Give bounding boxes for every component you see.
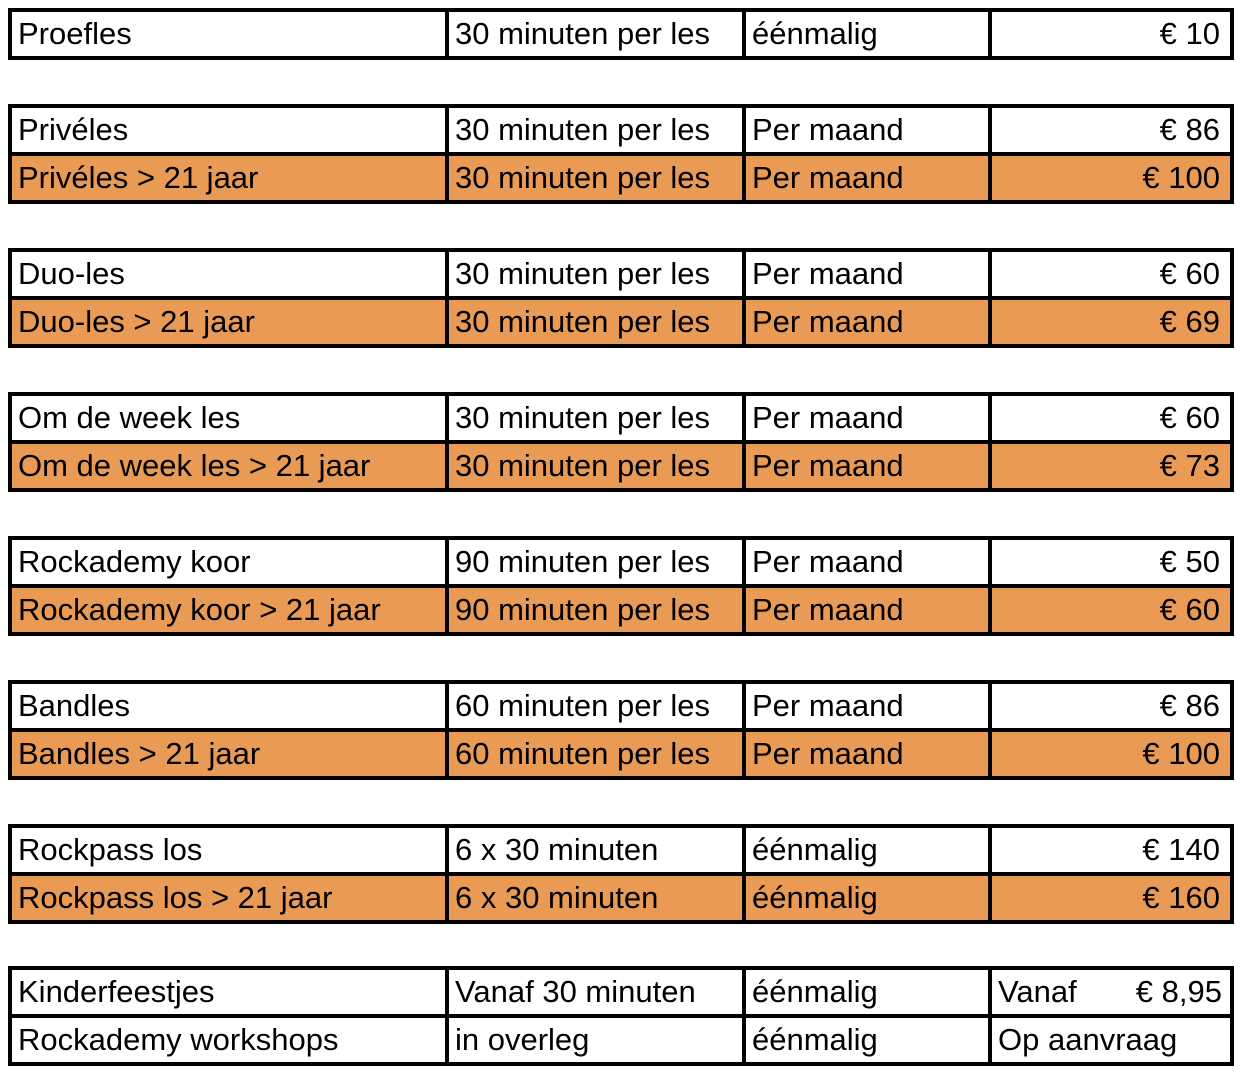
duration-cell: in overleg bbox=[447, 1016, 744, 1064]
course-name-cell: Kinderfeestjes bbox=[10, 968, 447, 1016]
course-name-cell: Rockademy koor > 21 jaar bbox=[10, 586, 447, 634]
duration-cell: 6 x 30 minuten bbox=[447, 874, 744, 922]
frequency-cell: Per maand bbox=[744, 394, 990, 442]
course-name-cell: Duo-les bbox=[10, 250, 447, 298]
frequency-cell: éénmalig bbox=[744, 968, 990, 1016]
course-name-cell: Bandles bbox=[10, 682, 447, 730]
duration-cell: 30 minuten per les bbox=[447, 298, 744, 346]
duration-cell: 30 minuten per les bbox=[447, 106, 744, 154]
price-cell: € 73 bbox=[990, 442, 1232, 490]
table-row bbox=[10, 442, 1232, 490]
duration-cell: 30 minuten per les bbox=[447, 394, 744, 442]
table-row bbox=[10, 298, 1232, 346]
price-cell: € 60 bbox=[990, 250, 1232, 298]
price-table-group bbox=[8, 392, 1234, 492]
course-name-cell: Privéles > 21 jaar bbox=[10, 154, 447, 202]
course-name-cell: Proefles bbox=[10, 10, 447, 58]
table-row bbox=[10, 10, 1232, 58]
table-row bbox=[10, 826, 1232, 874]
price-cell: € 86 bbox=[990, 682, 1232, 730]
frequency-cell: Per maand bbox=[744, 538, 990, 586]
frequency-cell: Per maand bbox=[744, 442, 990, 490]
course-name-cell: Rockademy workshops bbox=[10, 1016, 447, 1064]
frequency-cell: Per maand bbox=[744, 730, 990, 778]
price-cell: € 60 bbox=[990, 394, 1232, 442]
duration-cell: 60 minuten per les bbox=[447, 682, 744, 730]
course-name-cell: Duo-les > 21 jaar bbox=[10, 298, 447, 346]
course-name-cell: Privéles bbox=[10, 106, 447, 154]
price-cell: € 60 bbox=[990, 586, 1232, 634]
duration-cell: 6 x 30 minuten bbox=[447, 826, 744, 874]
price-cell: € 140 bbox=[990, 826, 1232, 874]
duration-cell: 30 minuten per les bbox=[447, 442, 744, 490]
course-name-cell: Rockademy koor bbox=[10, 538, 447, 586]
table-row bbox=[10, 394, 1232, 442]
price-table-group bbox=[8, 680, 1234, 780]
price-table-group bbox=[8, 536, 1234, 636]
frequency-cell: Per maand bbox=[744, 682, 990, 730]
price-value: € 8,95 bbox=[1135, 974, 1222, 1009]
duration-cell: 90 minuten per les bbox=[447, 538, 744, 586]
frequency-cell: éénmalig bbox=[744, 874, 990, 922]
frequency-cell: Per maand bbox=[744, 154, 990, 202]
course-name-cell: Om de week les bbox=[10, 394, 447, 442]
frequency-cell: Per maand bbox=[744, 106, 990, 154]
duration-cell: 30 minuten per les bbox=[447, 250, 744, 298]
table-row bbox=[10, 968, 1232, 1016]
frequency-cell: Per maand bbox=[744, 586, 990, 634]
table-row bbox=[10, 1016, 1232, 1064]
duration-cell: 30 minuten per les bbox=[447, 154, 744, 202]
price-cell: € 100 bbox=[990, 154, 1232, 202]
frequency-cell: Per maand bbox=[744, 298, 990, 346]
table-row bbox=[10, 682, 1232, 730]
duration-cell: Vanaf 30 minuten bbox=[447, 968, 744, 1016]
price-cell: Op aanvraag bbox=[990, 1016, 1232, 1064]
frequency-cell: éénmalig bbox=[744, 826, 990, 874]
price-cell: € 160 bbox=[990, 874, 1232, 922]
price-prefix: Vanaf bbox=[998, 974, 1077, 1009]
course-name-cell: Rockpass los > 21 jaar bbox=[10, 874, 447, 922]
price-cell: € 86 bbox=[990, 106, 1232, 154]
price-table-group bbox=[8, 8, 1234, 60]
price-table-group bbox=[8, 104, 1234, 204]
frequency-cell: éénmalig bbox=[744, 1016, 990, 1064]
table-row bbox=[10, 250, 1232, 298]
course-name-cell: Om de week les > 21 jaar bbox=[10, 442, 447, 490]
table-row bbox=[10, 106, 1232, 154]
frequency-cell: Per maand bbox=[744, 250, 990, 298]
price-table-group bbox=[8, 248, 1234, 348]
course-name-cell: Bandles > 21 jaar bbox=[10, 730, 447, 778]
price-table-group bbox=[8, 824, 1234, 924]
price-cell: € 50 bbox=[990, 538, 1232, 586]
price-cell: € 69 bbox=[990, 298, 1232, 346]
price-table-group bbox=[8, 966, 1234, 1066]
price-cell: € 10 bbox=[990, 10, 1232, 58]
frequency-cell: éénmalig bbox=[744, 10, 990, 58]
duration-cell: 60 minuten per les bbox=[447, 730, 744, 778]
course-name-cell: Rockpass los bbox=[10, 826, 447, 874]
price-cell bbox=[990, 968, 1232, 1016]
table-row bbox=[10, 730, 1232, 778]
duration-cell: 30 minuten per les bbox=[447, 10, 744, 58]
table-row bbox=[10, 586, 1232, 634]
table-row bbox=[10, 538, 1232, 586]
table-row bbox=[10, 154, 1232, 202]
duration-cell: 90 minuten per les bbox=[447, 586, 744, 634]
table-row bbox=[10, 874, 1232, 922]
price-cell: € 100 bbox=[990, 730, 1232, 778]
